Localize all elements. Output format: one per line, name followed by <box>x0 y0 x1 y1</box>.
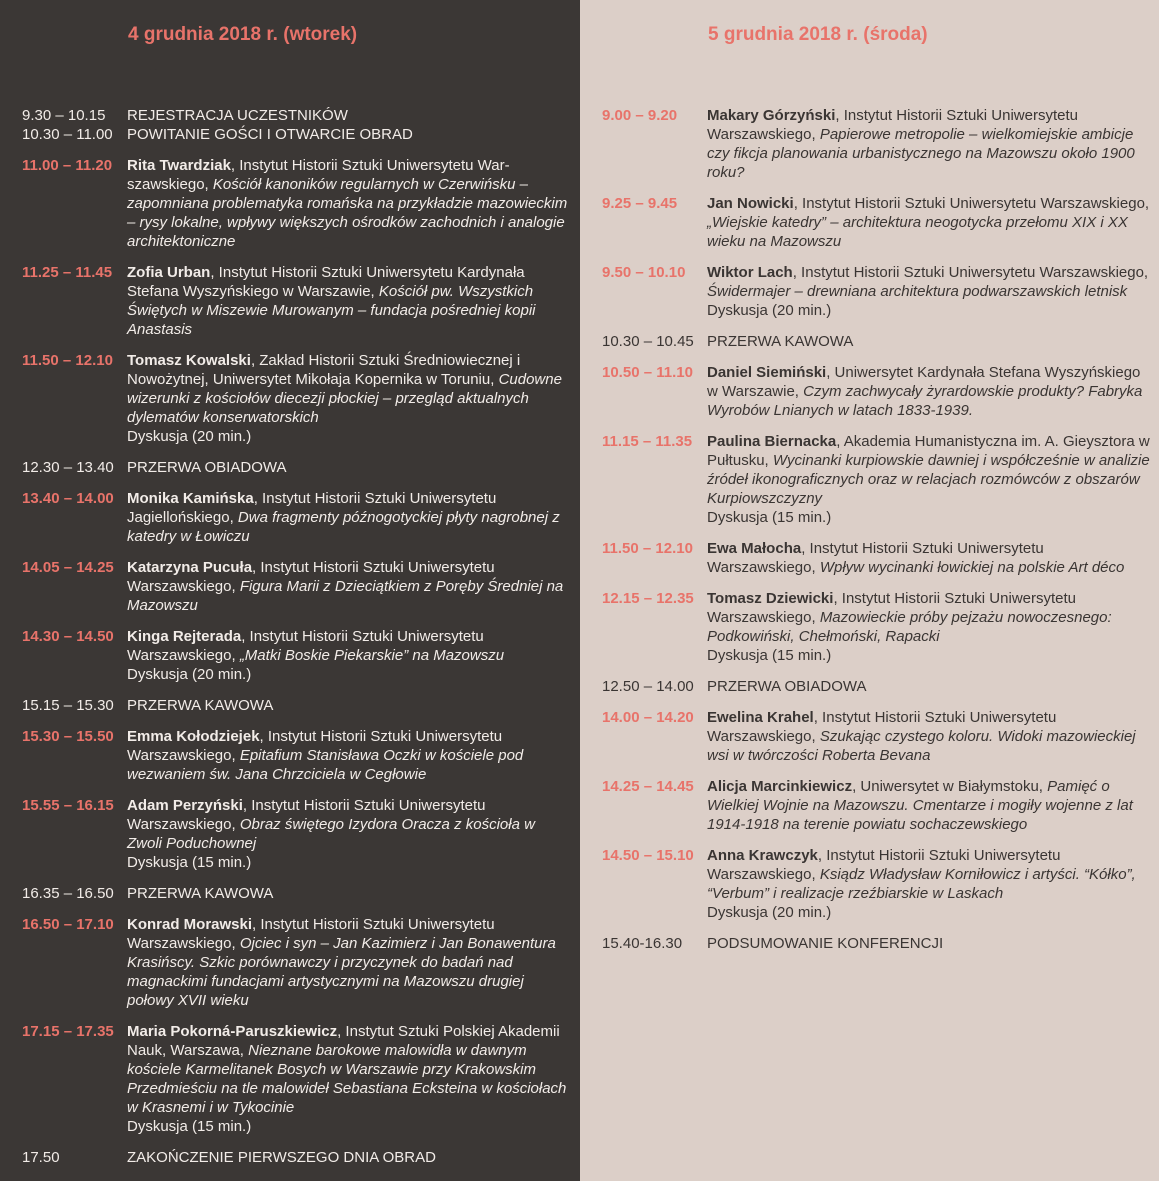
entry-time: 9.30 – 10.15 <box>22 107 106 124</box>
schedule-entry <box>22 106 570 125</box>
schedule-entry <box>22 1022 570 1136</box>
speaker-name: Zofia Urban <box>127 264 211 281</box>
entry-time: 15.40-16.30 <box>602 935 683 952</box>
entry-content <box>707 777 1151 834</box>
schedule-entry <box>602 194 1151 251</box>
discussion-note: Dyskusja (20 min.) <box>707 302 832 319</box>
speaker-name: Tomasz Dziewicki <box>707 590 834 607</box>
entry-content <box>707 846 1151 922</box>
session-label: PRZERWA OBIADOWA <box>127 459 287 476</box>
entry-content <box>127 263 570 339</box>
talk-title: Obraz świętego Izydora Oracza z kościoła w Zwoli Poduchownej <box>127 816 535 852</box>
speaker-affiliation: , Instytut Historii Sztuki Uniwersytetu Warszawskiego, <box>707 847 1061 883</box>
entry-content <box>707 363 1151 420</box>
speaker-name: Tomasz Kowalski <box>127 352 251 369</box>
speaker-affiliation: , Instytut Historii Sztuki Uniwersytetu Warszawskiego, <box>792 264 1149 281</box>
schedule-entry <box>22 263 570 339</box>
schedule-entry <box>602 934 1151 953</box>
talk-title: Nieznane barokowe malowidła w dawnym kościele Karmelitanek Bosych w Warszawie przy Krakowskim Przedmieściu na tle malowideł Sebastiana Ecksteina w kościołach w Krasnemi i w Tykocinie <box>127 1042 567 1116</box>
entry-content <box>707 432 1151 527</box>
entry-content <box>707 589 1151 665</box>
schedule-entry <box>602 432 1151 527</box>
speaker-name: Kinga Rejterada <box>127 628 242 645</box>
schedule-entry <box>22 696 570 715</box>
entry-time: 14.30 – 14.50 <box>22 628 114 645</box>
schedule-entry <box>602 846 1151 922</box>
talk-title: Kościół kanoników regularnych w Czerwińsku – zapomniana problematyka romańska na przykładzie mazowieckim – rysy lokalne, wpływy większych ośrodków zachodnich i analogie architektoniczne <box>127 176 568 250</box>
entry-content <box>127 125 570 144</box>
entry-time: 14.05 – 14.25 <box>22 559 114 576</box>
speaker-name: Jan Nowicki <box>707 195 794 212</box>
entry-time: 11.15 – 11.35 <box>602 433 693 450</box>
talk-title: Figura Marii z Dzieciątkiem z Poręby Średniej na Mazowszu <box>127 578 564 614</box>
session-label: ZAKOŃCZENIE PIERWSZEGO DNIA OBRAD <box>127 1149 436 1166</box>
speaker-affiliation: , Instytut Historii Sztuki Uniwersytetu Warszawskiego, <box>707 590 1077 626</box>
discussion-note: Dyskusja (15 min.) <box>127 854 252 871</box>
speaker-affiliation: , Instytut Historii Sztuki Uniwersytetu Warszawskiego, <box>127 559 495 595</box>
entry-time: 16.50 – 17.10 <box>22 916 114 933</box>
schedule-entry <box>22 489 570 546</box>
entry-content <box>707 106 1151 182</box>
discussion-note: Dyskusja (20 min.) <box>127 666 252 683</box>
entry-time: 14.00 – 14.20 <box>602 709 694 726</box>
speaker-affiliation: , Zakład Historii Sztuki Średniowiecznej i Nowożytnej, Uniwersytet Mikołaja Kopernika w Toruniu, <box>127 352 521 388</box>
schedule-entry <box>22 558 570 615</box>
speaker-name: Monika Kamińska <box>127 490 254 507</box>
day-one-schedule <box>22 106 570 1167</box>
schedule-entry <box>602 677 1151 696</box>
entry-content <box>127 1022 570 1136</box>
entry-time: 9.25 – 9.45 <box>602 195 678 212</box>
speaker-name: Adam Perzyński <box>127 797 243 814</box>
speaker-name: Makary Górzyński <box>707 107 836 124</box>
day-two-schedule <box>602 106 1151 953</box>
day-two-title: 5 grudnia 2018 r. (środa) <box>708 24 928 45</box>
schedule-entry <box>602 106 1151 182</box>
entry-content <box>127 1148 570 1167</box>
schedule-entry <box>22 156 570 251</box>
speaker-name: Maria Pokorná-Paruszkiewicz <box>127 1023 338 1040</box>
talk-title: Cudowne wizerunki z kościołów diecezji płockiej – przegląd aktualnych dylematów konserwatorskich <box>127 371 562 426</box>
entry-content <box>127 884 570 903</box>
speaker-name: Daniel Siemiński <box>707 364 827 381</box>
discussion-note: Dyskusja (15 min.) <box>127 1118 252 1135</box>
speaker-affiliation: , Instytut Historii Sztuki Uniwersytetu Jagiellońskiego, <box>127 490 497 526</box>
schedule-entry <box>602 589 1151 665</box>
discussion-note: Dyskusja (15 min.) <box>707 509 832 526</box>
entry-content <box>127 458 570 477</box>
talk-title: Ksiądz Władysław Korniłowicz i artyści. “Kółko”, “Verbum” i realizacje rzeźbiarskie w Laskach <box>707 866 1136 902</box>
day-two-column <box>580 0 1159 1181</box>
discussion-note: Dyskusja (20 min.) <box>707 904 832 921</box>
speaker-name: Rita Twardziak <box>127 157 231 174</box>
schedule-entry <box>602 263 1151 320</box>
entry-content <box>707 263 1151 320</box>
schedule-entry <box>22 627 570 684</box>
day-one-title: 4 grudnia 2018 r. (wtorek) <box>128 24 358 45</box>
talk-title: Czym zachwycały żyrardowskie produkty? Fabryka Wyrobów Lnianych w latach 1833-1939. <box>707 383 1143 419</box>
entry-time: 14.25 – 14.45 <box>602 778 694 795</box>
entry-content <box>707 539 1151 577</box>
discussion-note: Dyskusja (20 min.) <box>127 428 252 445</box>
speaker-name: Anna Krawczyk <box>707 847 818 864</box>
talk-title: „Wiejskie katedry” – architektura neogotycka przełomu XIX i XX wieku na Mazowszu <box>707 214 1128 250</box>
speaker-affiliation: , Instytut Historii Sztuki Uniwersytetu War-szawskiego, <box>127 157 510 193</box>
session-label: POWITANIE GOŚCI I OTWARCIE OBRAD <box>127 126 413 143</box>
speaker-affiliation: , Uniwersytet w Białymstoku, <box>852 778 1048 795</box>
entry-content <box>707 194 1151 251</box>
speaker-affiliation: , Instytut Sztuki Polskiej Akademii Nauk, Warszawa, <box>127 1023 560 1059</box>
entry-content <box>127 915 570 1010</box>
entry-time: 11.00 – 11.20 <box>22 157 113 174</box>
entry-content <box>127 796 570 872</box>
session-label: REJESTRACJA UCZESTNIKÓW <box>127 107 348 124</box>
schedule-entry <box>22 915 570 1010</box>
schedule-entry <box>602 539 1151 577</box>
speaker-name: Wiktor Lach <box>707 264 793 281</box>
schedule-entry <box>22 1148 570 1167</box>
schedule-entry <box>22 727 570 784</box>
speaker-affiliation: , Instytut Historii Sztuki Uniwersytetu Warszawskiego, <box>707 107 1078 143</box>
entry-time: 13.40 – 14.00 <box>22 490 114 507</box>
speaker-name: Katarzyna Pucuła <box>127 559 253 576</box>
schedule-entry <box>22 884 570 903</box>
entry-content <box>127 351 570 446</box>
entry-time: 15.55 – 16.15 <box>22 797 114 814</box>
entry-time: 11.50 – 12.10 <box>602 540 693 557</box>
talk-title: Kościół pw. Wszystkich Świętych w Miszewie Murowanym – fundacja pośredniej kopii Anastasis <box>127 283 536 338</box>
entry-content <box>127 106 570 125</box>
entry-time: 11.25 – 11.45 <box>22 264 113 281</box>
entry-time: 11.50 – 12.10 <box>22 352 113 369</box>
talk-title: Papierowe metropolie – wielkomiejskie ambicje czy fikcja planowania urbanistycznego na Mazowszu około 1900 roku? <box>707 126 1135 181</box>
talk-title: Pamięć o Wielkiej Wojnie na Mazowszu. Cmentarze i mogiły wojenne z lat 1914-1918 na terenie powiatu sochaczewskiego <box>707 778 1133 833</box>
entry-time: 10.30 – 11.00 <box>22 126 113 143</box>
schedule-entry <box>602 777 1151 834</box>
speaker-affiliation: , Uniwersytet Kardynała Stefana Wyszyńskiego w Warszawie, <box>707 364 1141 400</box>
entry-time: 10.50 – 11.10 <box>602 364 693 381</box>
session-label: PRZERWA KAWOWA <box>127 697 274 714</box>
entry-time: 15.15 – 15.30 <box>22 697 114 714</box>
discussion-note: Dyskusja (15 min.) <box>707 647 832 664</box>
session-label: PRZERWA KAWOWA <box>127 885 274 902</box>
speaker-affiliation: , Instytut Historii Sztuki Uniwersytetu Kardynała Stefana Wyszyńskiego w Warszawie, <box>127 264 525 300</box>
schedule-entry <box>602 332 1151 351</box>
entry-content <box>707 708 1151 765</box>
session-label: PODSUMOWANIE KONFERENCJI <box>707 935 944 952</box>
talk-title: Epitafium Stanisława Oczki w kościele pod wezwaniem św. Jana Chrzciciela w Cegłowie <box>127 747 524 783</box>
entry-time: 12.30 – 13.40 <box>22 459 114 476</box>
speaker-name: Ewa Małocha <box>707 540 802 557</box>
schedule-entry <box>22 351 570 446</box>
speaker-affiliation: , Instytut Historii Sztuki Uniwersytetu Warszawskiego, <box>127 916 495 952</box>
entry-time: 10.30 – 10.45 <box>602 333 694 350</box>
entry-content <box>707 332 1151 351</box>
schedule-entry <box>22 458 570 477</box>
speaker-name: Emma Kołodziejek <box>127 728 260 745</box>
talk-title: Wycinanki kurpiowskie dawniej i współcześnie w analizie źródeł ikonograficznych oraz w relacjach rozmówców z obszarów Kurpiowszczyzny <box>707 452 1150 507</box>
entry-time: 17.50 <box>22 1149 60 1166</box>
speaker-name: Alicja Marcinkiewicz <box>707 778 853 795</box>
speaker-affiliation: , Akademia Humanistyczna im. A. Gieysztora w Pułtusku, <box>707 433 1150 469</box>
speaker-affiliation: , Instytut Historii Sztuki Uniwersytetu Warszawskiego, <box>707 709 1057 745</box>
entry-time: 9.00 – 9.20 <box>602 107 678 124</box>
entry-content <box>127 558 570 615</box>
entry-time: 16.35 – 16.50 <box>22 885 114 902</box>
entry-time: 9.50 – 10.10 <box>602 264 686 281</box>
talk-title: Wpływ wycinanki łowickiej na polskie Art déco <box>819 559 1125 576</box>
schedule-entry <box>22 796 570 872</box>
entry-time: 12.15 – 12.35 <box>602 590 694 607</box>
talk-title: Mazowieckie próby pejzażu nowoczesnego: Podkowiński, Chełmoński, Rapacki <box>707 609 1112 645</box>
speaker-name: Ewelina Krahel <box>707 709 814 726</box>
schedule-entry <box>22 125 570 144</box>
speaker-name: Konrad Morawski <box>127 916 253 933</box>
speaker-affiliation: , Instytut Historii Sztuki Uniwersytetu Warszawskiego, <box>707 540 1044 576</box>
entry-content <box>127 156 570 251</box>
talk-title: Ojciec i syn – Jan Kazimierz i Jan Bonawentura Krasińscy. Szkic porównawczy i przyczynek do badań nad magnackimi fundacjami artystycznymi na Mazowszu drugiej połowy XVII wieku <box>127 935 556 1009</box>
entry-content <box>127 489 570 546</box>
speaker-name: Paulina Biernacka <box>707 433 837 450</box>
entry-content <box>707 934 1151 953</box>
schedule-entry <box>602 363 1151 420</box>
speaker-affiliation: , Instytut Historii Sztuki Uniwersytetu Warszawskiego, <box>127 728 503 764</box>
entry-time: 14.50 – 15.10 <box>602 847 694 864</box>
entry-time: 15.30 – 15.50 <box>22 728 114 745</box>
talk-title: Świdermajer – drewniana architektura podwarszawskich letnisk <box>707 283 1128 300</box>
schedule-entry <box>602 708 1151 765</box>
entry-content <box>707 677 1151 696</box>
speaker-affiliation: , Instytut Historii Sztuki Uniwersytetu Warszawskiego, <box>127 628 484 664</box>
entry-content <box>127 696 570 715</box>
entry-content <box>127 627 570 684</box>
session-label: PRZERWA OBIADOWA <box>707 678 867 695</box>
entry-content <box>127 727 570 784</box>
entry-time: 17.15 – 17.35 <box>22 1023 114 1040</box>
talk-title: Szukając czystego koloru. Widoki mazowieckiej wsi w twórczości Roberta Bevana <box>707 728 1136 764</box>
entry-time: 12.50 – 14.00 <box>602 678 694 695</box>
talk-title: Dwa fragmenty późnogotyckiej płyty nagrobnej z katedry w Łowiczu <box>127 509 560 545</box>
speaker-affiliation: , Instytut Historii Sztuki Uniwersytetu Warszawskiego, <box>127 797 486 833</box>
session-label: PRZERWA KAWOWA <box>707 333 854 350</box>
speaker-affiliation: , Instytut Historii Sztuki Uniwersytetu Warszawskiego, <box>793 195 1150 212</box>
talk-title: „Matki Boskie Piekarskie” na Mazowszu <box>239 647 505 664</box>
